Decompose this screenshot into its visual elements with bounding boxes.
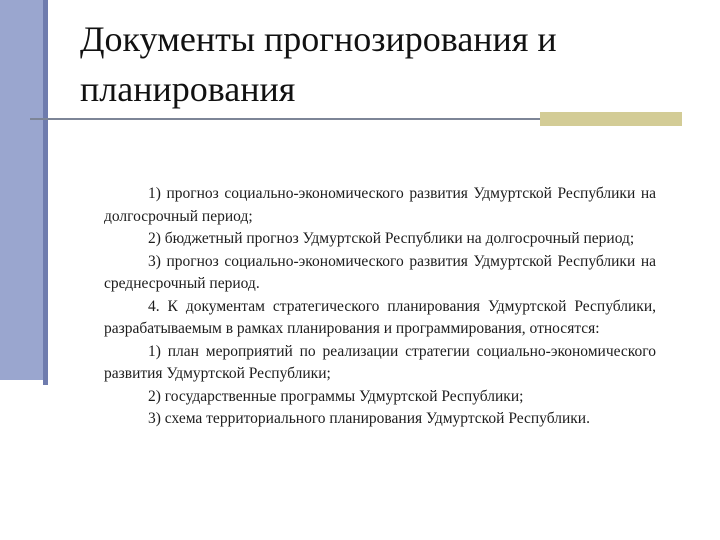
list-item: 3) прогноз социально-экономического развития Удмуртской Республики на среднесрочный период. bbox=[104, 252, 656, 292]
accent-block bbox=[540, 112, 682, 126]
left-decorative-bar bbox=[0, 0, 46, 380]
list-item: 3) схема территориального планирования Удмуртской Республики. bbox=[148, 410, 590, 427]
list-item: 2) бюджетный прогноз Удмуртской Республики на долгосрочный период; bbox=[148, 230, 635, 247]
title-line-1: Документы прогнозирования и bbox=[80, 19, 557, 59]
slide-title bbox=[80, 14, 680, 114]
section-heading: 4. К документам стратегического планирования Удмуртской Республики, разрабатываемым в рамках планирования и программирования, относятся: bbox=[104, 297, 656, 337]
list-item: 1) прогноз социально-экономического развития Удмуртской Республики на долгосрочный период; bbox=[104, 185, 656, 225]
title-line-2: планирования bbox=[80, 69, 296, 109]
list-item: 1) план мероприятий по реализации стратегии социально-экономического развития Удмуртской Республики; bbox=[104, 342, 656, 382]
slide-body bbox=[104, 183, 656, 431]
left-bar-edge bbox=[43, 0, 48, 385]
list-item: 2) государственные программы Удмуртской Республики; bbox=[148, 387, 524, 405]
